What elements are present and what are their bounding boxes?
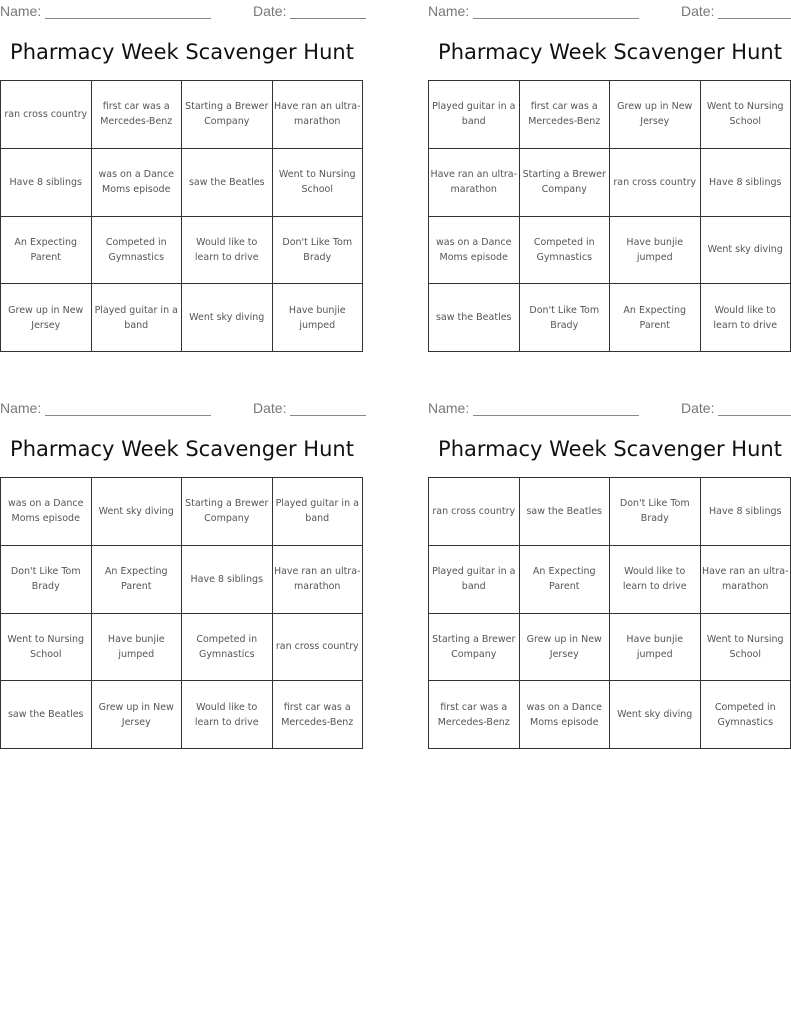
grid-cell: Competed in Gymnastics <box>520 217 611 285</box>
grid-cell: Would like to learn to drive <box>701 284 791 352</box>
grid-cell: An Expecting Parent <box>520 546 611 614</box>
grid-cell: Have ran an ultra-marathon <box>273 546 364 614</box>
grid-cell: Have 8 siblings <box>701 478 791 546</box>
grid-cell: Don't Like Tom Brady <box>1 546 92 614</box>
grid-cell: first car was a Mercedes-Benz <box>429 681 520 749</box>
grid-cell: first car was a Mercedes-Benz <box>520 81 611 149</box>
bingo-grid <box>428 477 791 749</box>
grid-cell: Have 8 siblings <box>701 149 791 217</box>
grid-cell: saw the Beatles <box>520 478 611 546</box>
grid-cell: Grew up in New Jersey <box>92 681 183 749</box>
grid-cell: An Expecting Parent <box>610 284 701 352</box>
grid-cell: Played guitar in a band <box>273 478 364 546</box>
bingo-grid <box>0 477 363 749</box>
grid-cell: saw the Beatles <box>182 149 273 217</box>
grid-cell: was on a Dance Moms episode <box>1 478 92 546</box>
grid-cell: Competed in Gymnastics <box>701 681 791 749</box>
grid-cell: Starting a Brewer Company <box>182 81 273 149</box>
grid-cell: Went to Nursing School <box>273 149 364 217</box>
grid-cell: Went sky diving <box>92 478 183 546</box>
date-field <box>253 3 366 19</box>
date-label: Date: <box>253 3 287 19</box>
card-title: Pharmacy Week Scavenger Hunt <box>10 437 354 461</box>
date-blank-line <box>290 4 366 19</box>
grid-cell: An Expecting Parent <box>1 217 92 285</box>
grid-cell: Don't Like Tom Brady <box>610 478 701 546</box>
date-label: Date: <box>681 3 715 19</box>
grid-cell: was on a Dance Moms episode <box>520 681 611 749</box>
grid-cell: Went sky diving <box>701 217 791 285</box>
name-label: Name: <box>428 400 470 416</box>
date-field <box>681 400 791 416</box>
date-blank-line <box>290 401 366 416</box>
grid-cell: ran cross country <box>1 81 92 149</box>
name-blank-line <box>473 401 639 416</box>
grid-cell: first car was a Mercedes-Benz <box>92 81 183 149</box>
date-blank-line <box>718 401 791 416</box>
grid-cell: Played guitar in a band <box>429 546 520 614</box>
grid-cell: Grew up in New Jersey <box>610 81 701 149</box>
grid-cell: Starting a Brewer Company <box>520 149 611 217</box>
name-field <box>0 400 211 416</box>
date-label: Date: <box>253 400 287 416</box>
grid-cell: Went sky diving <box>610 681 701 749</box>
grid-cell: saw the Beatles <box>1 681 92 749</box>
grid-cell: Have 8 siblings <box>1 149 92 217</box>
grid-cell: saw the Beatles <box>429 284 520 352</box>
grid-cell: Grew up in New Jersey <box>520 614 611 682</box>
grid-cell: Went to Nursing School <box>701 614 791 682</box>
grid-cell: Have bunjie jumped <box>273 284 364 352</box>
grid-cell: ran cross country <box>429 478 520 546</box>
grid-cell: Would like to learn to drive <box>610 546 701 614</box>
grid-cell: Played guitar in a band <box>92 284 183 352</box>
name-field <box>428 3 639 19</box>
name-field <box>0 3 211 19</box>
name-label: Name: <box>0 400 42 416</box>
grid-cell: Would like to learn to drive <box>182 681 273 749</box>
grid-cell: ran cross country <box>610 149 701 217</box>
grid-cell: Played guitar in a band <box>429 81 520 149</box>
grid-cell: Went to Nursing School <box>701 81 791 149</box>
grid-cell: Have ran an ultra-marathon <box>429 149 520 217</box>
grid-cell: Went sky diving <box>182 284 273 352</box>
grid-cell: Competed in Gymnastics <box>92 217 183 285</box>
date-blank-line <box>718 4 791 19</box>
name-label: Name: <box>428 3 470 19</box>
grid-cell: Competed in Gymnastics <box>182 614 273 682</box>
grid-cell: Have ran an ultra-marathon <box>701 546 791 614</box>
grid-cell: Starting a Brewer Company <box>182 478 273 546</box>
card-title: Pharmacy Week Scavenger Hunt <box>438 40 782 64</box>
name-blank-line <box>473 4 639 19</box>
grid-cell: Would like to learn to drive <box>182 217 273 285</box>
date-label: Date: <box>681 400 715 416</box>
grid-cell: ran cross country <box>273 614 364 682</box>
grid-cell: was on a Dance Moms episode <box>429 217 520 285</box>
grid-cell: Don't Like Tom Brady <box>520 284 611 352</box>
grid-cell: Have bunjie jumped <box>610 217 701 285</box>
date-field <box>253 400 366 416</box>
grid-cell: first car was a Mercedes-Benz <box>273 681 364 749</box>
grid-cell: Have bunjie jumped <box>92 614 183 682</box>
grid-cell: Have 8 siblings <box>182 546 273 614</box>
grid-cell: Have bunjie jumped <box>610 614 701 682</box>
bingo-grid <box>0 80 363 352</box>
grid-cell: An Expecting Parent <box>92 546 183 614</box>
grid-cell: was on a Dance Moms episode <box>92 149 183 217</box>
grid-cell: Grew up in New Jersey <box>1 284 92 352</box>
grid-cell: Don't Like Tom Brady <box>273 217 364 285</box>
name-field <box>428 400 639 416</box>
grid-cell: Starting a Brewer Company <box>429 614 520 682</box>
grid-cell: Have ran an ultra-marathon <box>273 81 364 149</box>
name-blank-line <box>45 401 211 416</box>
grid-cell: Went to Nursing School <box>1 614 92 682</box>
card-title: Pharmacy Week Scavenger Hunt <box>438 437 782 461</box>
name-blank-line <box>45 4 211 19</box>
bingo-grid <box>428 80 791 352</box>
name-label: Name: <box>0 3 42 19</box>
date-field <box>681 3 791 19</box>
card-title: Pharmacy Week Scavenger Hunt <box>10 40 354 64</box>
